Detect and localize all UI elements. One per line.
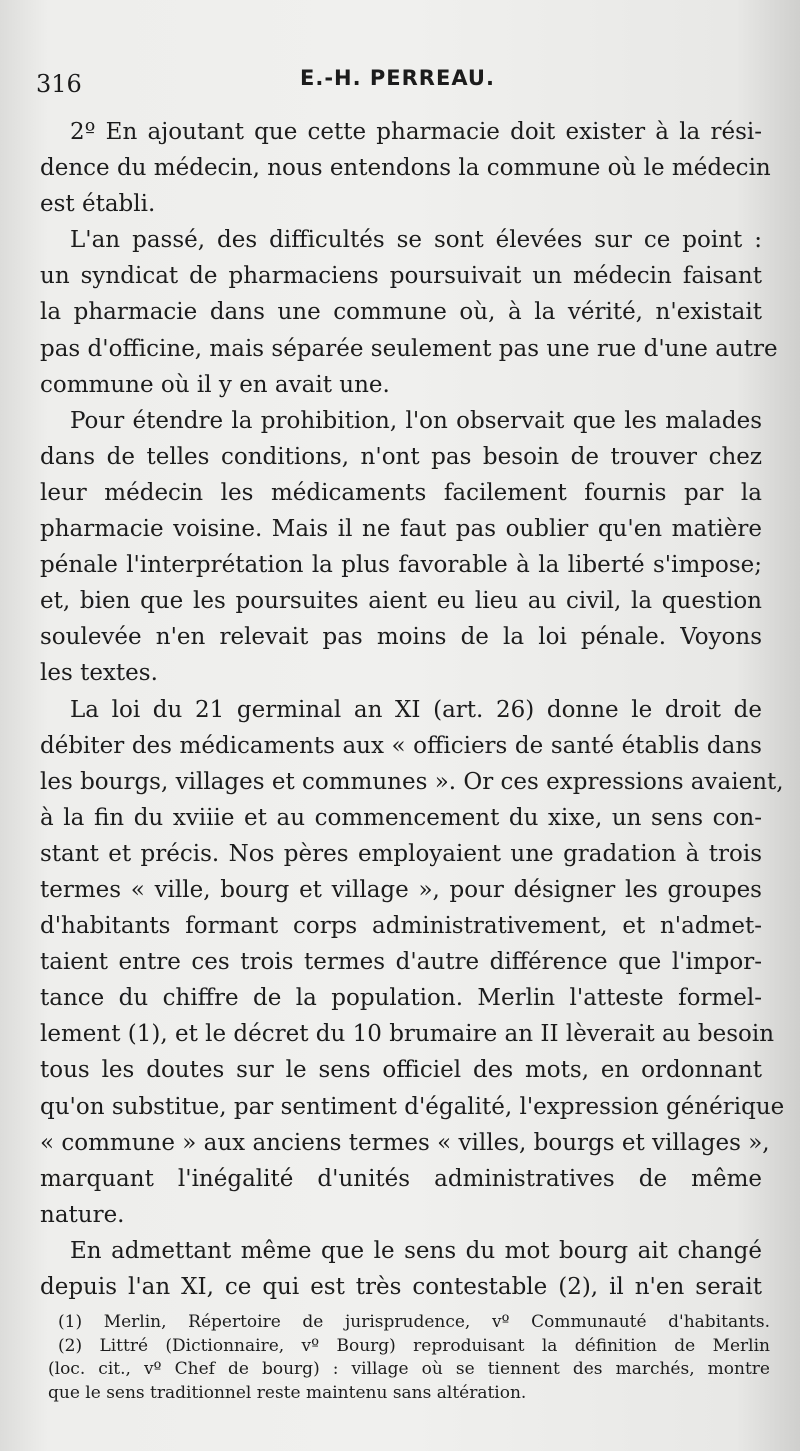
text-line: pharmacie voisine. Mais il ne faut pas oublier qu'en matière xyxy=(40,516,762,543)
text-line: les textes. xyxy=(40,660,158,687)
text-line: pénale l'interprétation la plus favorable à la liberté s'impose; xyxy=(40,552,762,579)
text-line: La loi du 21 germinal an XI (art. 26) donne le droit de xyxy=(70,696,762,723)
footnote-line: (1) Merlin, Répertoire de jurisprudence, vº Communauté d'habitants. xyxy=(58,1312,770,1332)
text-line: stant et précis. Nos pères employaient une gradation à trois xyxy=(40,840,762,867)
text-line: « commune » aux anciens termes « villes, bourgs et villages », xyxy=(40,1129,770,1156)
text-line: et, bien que les poursuites aient eu lieu au civil, la question xyxy=(40,588,762,615)
text-line: tous les doutes sur le sens officiel des mots, en ordonnant xyxy=(40,1057,762,1084)
page-number: 316 xyxy=(36,70,82,98)
text-line: tance du chiffre de la population. Merlin l'atteste formel- xyxy=(40,985,762,1012)
page-header xyxy=(0,62,800,98)
text-line: commune où il y en avait une. xyxy=(40,371,390,398)
text-line: la pharmacie dans une commune où, à la vérité, n'existait xyxy=(40,299,762,326)
text-line: pas d'officine, mais séparée seulement pas une rue d'une autre xyxy=(40,335,778,362)
footnotes xyxy=(48,1311,770,1405)
text-line: 2º En ajoutant que cette pharmacie doit exister à la rési- xyxy=(70,119,762,145)
text-line: les bourgs, villages et communes ». Or ces expressions avaient, xyxy=(40,768,784,795)
footnote-line: que le sens traditionnel reste maintenu sans altération. xyxy=(48,1382,527,1403)
text-line: lement (1), et le décret du 10 brumaire an II lèverait au besoin xyxy=(40,1021,775,1048)
text-line: termes « ville, bourg et village », pour désigner les groupes xyxy=(40,876,762,903)
footnote-line: (2) Littré (Dictionnaire, vº Bourg) reproduisant la définition de Merlin xyxy=(58,1335,770,1356)
text-line: En admettant même que le sens du mot bourg ait changé xyxy=(70,1237,762,1264)
text-line: est établi. xyxy=(40,191,156,218)
running-head: E.-H. PERREAU. xyxy=(300,66,495,90)
text-line: d'habitants formant corps administrativement, et n'admet- xyxy=(40,913,762,940)
text-line: débiter des médicaments aux « officiers de santé établis dans xyxy=(40,732,762,759)
text-line: à la fin du xviiie et au commencement du xixe, un sens con- xyxy=(40,804,762,831)
text-line: un syndicat de pharmaciens poursuivait un médecin faisant xyxy=(40,263,762,290)
text-line: depuis l'an XI, ce qui est très contestable (2), il n'en serait xyxy=(40,1274,762,1300)
text-line: L'an passé, des difficultés se sont élevées sur ce point : xyxy=(70,227,762,254)
text-line: leur médecin les médicaments facilement fournis par la xyxy=(40,479,762,506)
text-line: marquant l'inégalité d'unités administratives de même xyxy=(40,1165,762,1192)
body-text xyxy=(40,114,785,1305)
text-line: soulevée n'en relevait pas moins de la loi pénale. Voyons xyxy=(40,624,762,651)
footnote-line: (loc. cit., vº Chef de bourg) : village où se tiennent des marchés, montre xyxy=(48,1359,770,1379)
text-line: nature. xyxy=(40,1201,125,1228)
text-line: dence du médecin, nous entendons la commune où le médecin xyxy=(40,155,771,182)
text-line: taient entre ces trois termes d'autre différence que l'impor- xyxy=(40,949,762,976)
text-line: Pour étendre la prohibition, l'on observait que les malades xyxy=(70,407,762,434)
text-line: qu'on substitue, par sentiment d'égalité, l'expression générique xyxy=(40,1093,785,1120)
text-line: dans de telles conditions, n'ont pas besoin de trouver chez xyxy=(40,443,762,470)
